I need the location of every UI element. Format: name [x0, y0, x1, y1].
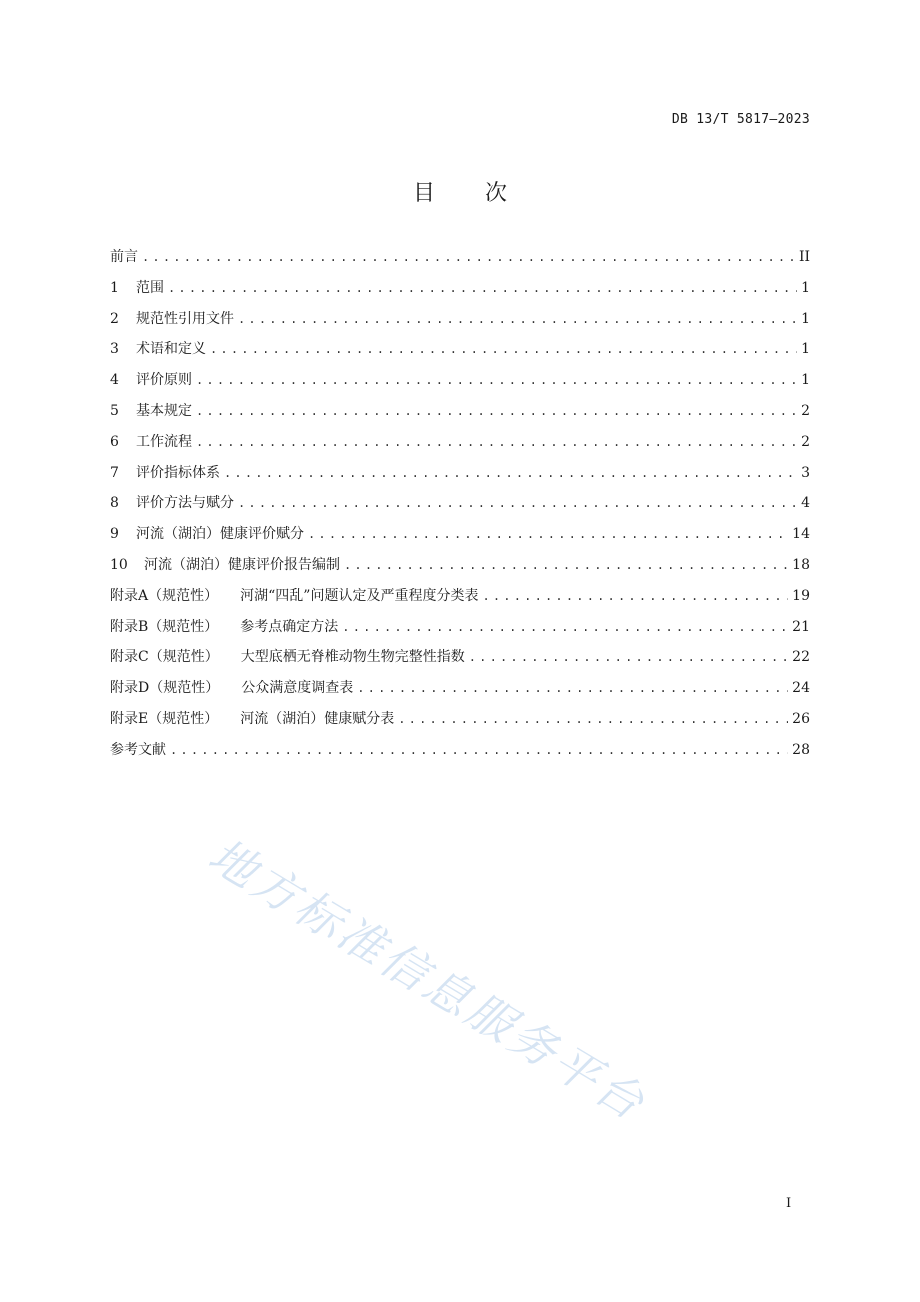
toc-page-number: 3	[801, 464, 810, 481]
toc-page-number: 28	[792, 741, 810, 758]
toc-page-number: 2	[801, 433, 810, 450]
toc-leader-dots	[344, 558, 788, 572]
toc-entry-label: 河湖“四乱”问题认定及严重程度分类表	[240, 587, 479, 604]
toc-page-number: 24	[792, 680, 810, 697]
toc-page-number: 26	[792, 710, 810, 727]
toc-leader-dots	[196, 435, 797, 449]
toc-leader-dots	[210, 342, 797, 356]
toc-leader-dots	[482, 589, 788, 603]
toc-title	[0, 176, 920, 207]
toc-page-number: 22	[792, 649, 810, 666]
toc-annex-label: 附录B（规范性）	[110, 618, 219, 635]
toc-entry-number: 5	[110, 402, 119, 419]
toc-entry-label: 评价原则	[136, 372, 192, 389]
watermark: 地方标准信息服务平台	[199, 827, 656, 1132]
toc-leader-dots	[398, 712, 788, 726]
toc-leader-dots	[168, 281, 797, 295]
toc-entry-number: 7	[110, 464, 119, 481]
toc-leader-dots	[308, 527, 788, 541]
toc-entry-number: 10	[110, 556, 128, 573]
footer-page-number: I	[786, 1196, 792, 1211]
toc-entry-annex-d[interactable]	[110, 677, 810, 708]
toc-entry-evaluation-principles[interactable]	[110, 369, 810, 400]
toc-entry-label: 公众满意度调查表	[241, 680, 354, 697]
toc-entry-label: 评价指标体系	[136, 464, 220, 481]
toc-entry-label: 工作流程	[136, 433, 192, 450]
toc-entry-number: 8	[110, 495, 119, 512]
toc-leader-dots	[170, 743, 788, 757]
toc-entry-label: 参考文献	[110, 741, 166, 758]
toc-entry-terms-definitions[interactable]	[110, 338, 810, 369]
toc-page-number: 1	[801, 279, 810, 296]
toc-annex-label: 附录D（规范性）	[110, 680, 220, 697]
toc-leader-dots	[224, 466, 797, 480]
toc-leader-dots	[238, 312, 797, 326]
toc-entry-annex-e[interactable]	[110, 708, 810, 739]
toc-entry-workflow[interactable]	[110, 431, 810, 462]
toc-entry-label: 评价方法与赋分	[136, 495, 234, 512]
toc-entry-label: 河流（湖泊）健康评价报告编制	[144, 556, 340, 573]
table-of-contents	[110, 246, 810, 770]
toc-entry-label: 参考点确定方法	[240, 618, 339, 635]
toc-leader-dots	[342, 620, 788, 634]
toc-entry-number: 3	[110, 341, 119, 358]
toc-entry-label: 大型底栖无脊椎动物生物完整性指数	[240, 649, 465, 666]
toc-entry-report-compilation[interactable]	[110, 554, 810, 585]
toc-entry-number: 6	[110, 433, 119, 450]
toc-annex-label: 附录A（规范性）	[110, 587, 219, 604]
toc-entry-annex-c[interactable]	[110, 646, 810, 677]
toc-entry-bibliography[interactable]	[110, 739, 810, 770]
toc-leader-dots	[238, 496, 797, 510]
toc-entry-number: 1	[110, 279, 119, 296]
toc-page-number: 1	[801, 341, 810, 358]
toc-page-number: 19	[792, 587, 810, 604]
toc-entry-annex-b[interactable]	[110, 616, 810, 647]
toc-entry-label: 前言	[110, 249, 138, 265]
toc-entry-foreword[interactable]	[110, 246, 810, 277]
toc-entry-number: 4	[110, 372, 119, 389]
toc-entry-label: 河流（湖泊）健康评价赋分	[136, 526, 304, 543]
toc-entry-annex-a[interactable]	[110, 585, 810, 616]
toc-entry-number: 9	[110, 526, 119, 543]
toc-leader-dots	[469, 650, 788, 664]
toc-page-number: 2	[801, 402, 810, 419]
toc-entry-methods-scoring[interactable]	[110, 492, 810, 523]
toc-leader-dots	[142, 250, 795, 264]
toc-entry-scope[interactable]	[110, 277, 810, 308]
toc-entry-label: 河流（湖泊）健康赋分表	[240, 710, 395, 727]
toc-entry-indicator-system[interactable]	[110, 462, 810, 493]
toc-page-number: 1	[801, 310, 810, 327]
toc-title-char-2: 次	[485, 181, 508, 206]
toc-leader-dots	[196, 373, 797, 387]
toc-page-number: II	[798, 249, 810, 265]
toc-page-number: 18	[792, 556, 810, 573]
toc-entry-health-scoring[interactable]	[110, 523, 810, 554]
toc-title-char-1: 目	[412, 181, 435, 206]
toc-entry-label: 术语和定义	[136, 341, 206, 358]
toc-entry-number: 2	[110, 310, 119, 327]
toc-page-number: 14	[792, 526, 810, 543]
toc-entry-label: 基本规定	[136, 402, 192, 419]
toc-annex-label: 附录C（规范性）	[110, 649, 219, 666]
toc-annex-label: 附录E（规范性）	[110, 710, 219, 727]
toc-leader-dots	[357, 681, 788, 695]
toc-entry-label: 范围	[136, 279, 164, 296]
document-code: DB 13/T 5817—2023	[671, 112, 810, 127]
toc-page-number: 1	[801, 372, 810, 389]
toc-page-number: 21	[792, 618, 810, 635]
toc-leader-dots	[196, 404, 797, 418]
toc-entry-basic-provisions[interactable]	[110, 400, 810, 431]
toc-entry-normative-references[interactable]	[110, 308, 810, 339]
toc-entry-label: 规范性引用文件	[136, 310, 234, 327]
toc-page-number: 4	[801, 495, 810, 512]
